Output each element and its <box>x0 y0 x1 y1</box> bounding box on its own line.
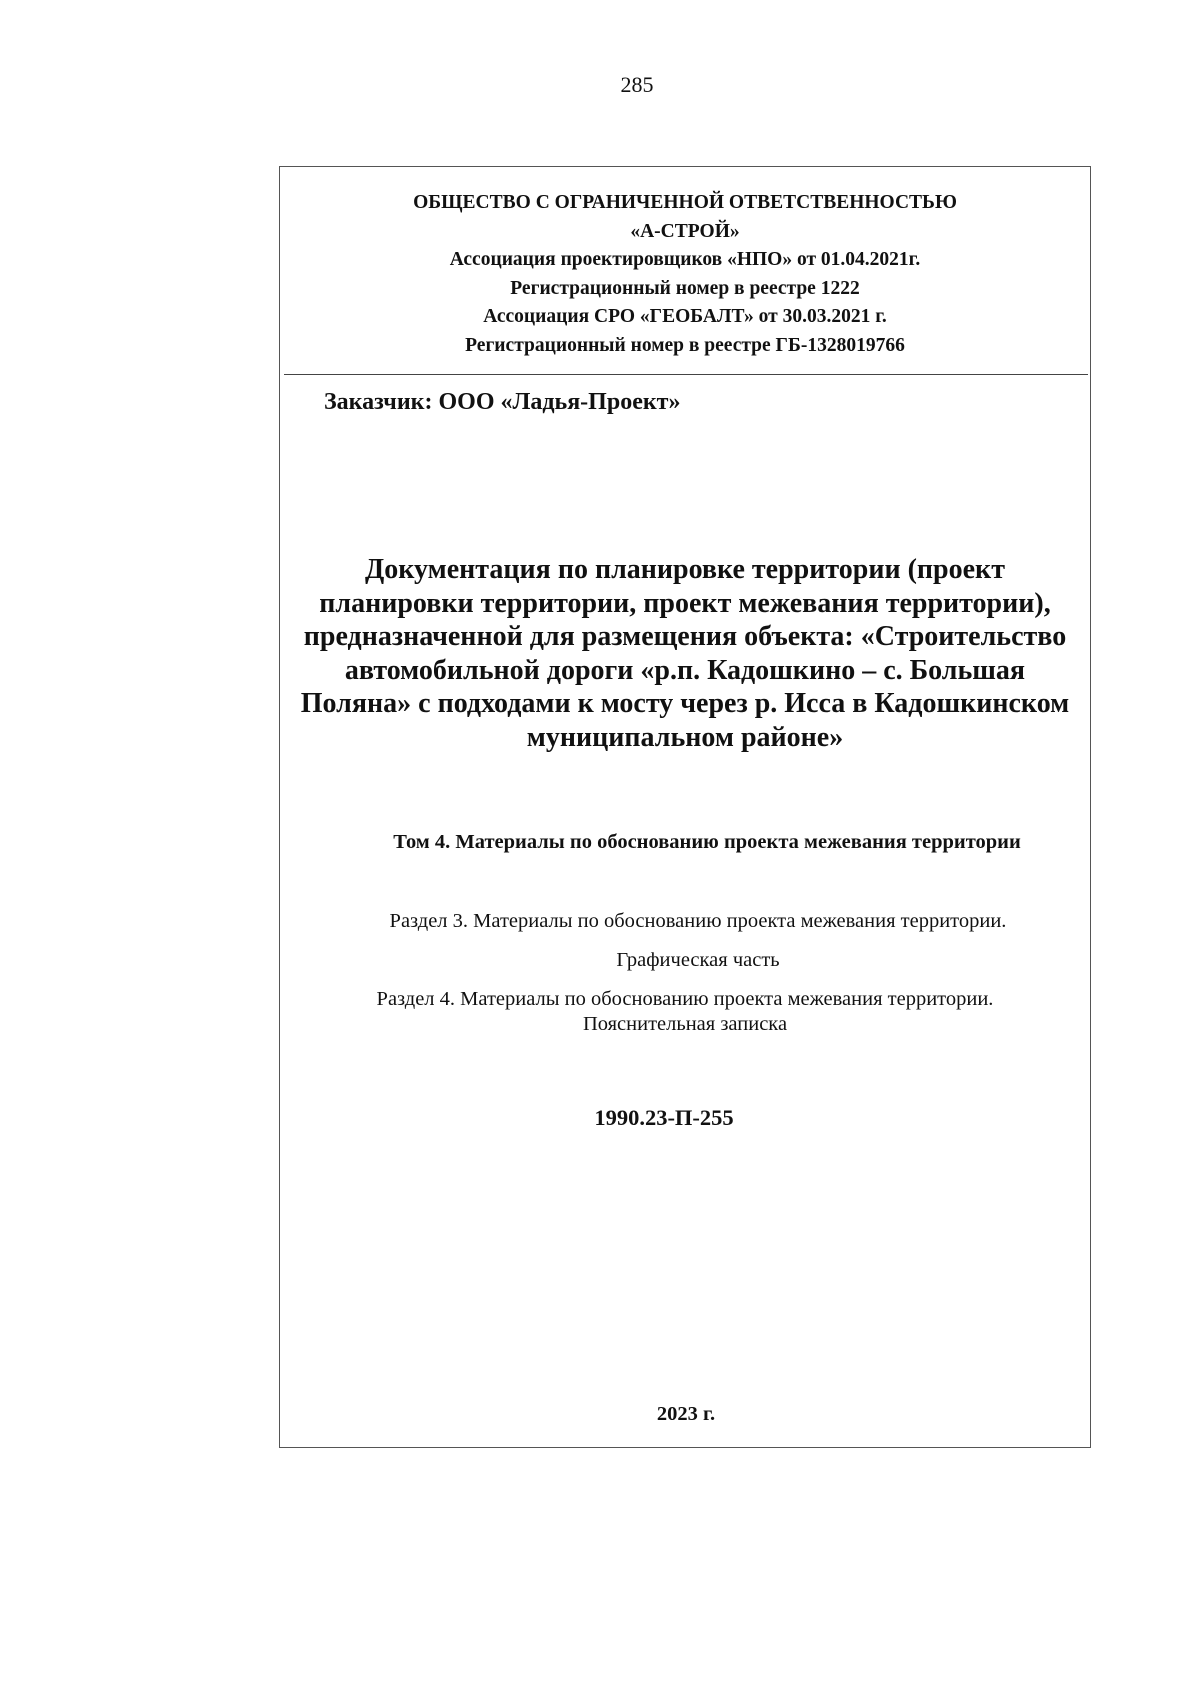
section-3-title: Раздел 3. Материалы по обоснованию проекта межевания территории. <box>389 910 1007 932</box>
title-page-frame <box>279 166 1091 1448</box>
document-title-line: Документация по планировке территории (проект <box>365 554 1005 585</box>
registration-number-npo: Регистрационный номер в реестре 1222 <box>510 277 860 299</box>
volume-title: Том 4. Материалы по обоснованию проекта межевания территории <box>393 831 1021 853</box>
section-4-line: Раздел 4. Материалы по обоснованию проекта межевания территории. <box>376 988 994 1010</box>
document-title-line: Поляна» с подходами к мосту через р. Исса в Кадошкинском <box>300 688 1070 719</box>
document-title <box>280 553 1090 754</box>
section-4-title <box>280 987 1090 1037</box>
association-sro: Ассоциация СРО «ГЕОБАЛТ» от 30.03.2021 г. <box>483 306 887 327</box>
document-year: 2023 г. <box>656 1403 716 1425</box>
document-code: 1990.23-П-255 <box>594 1105 734 1130</box>
document-title-line: планировки территории, проект межевания территории), <box>319 587 1051 619</box>
document-title-line: предназначенной для размещения объекта: «Строительство <box>303 621 1067 652</box>
header-divider <box>284 374 1088 375</box>
section-4-line: Пояснительная записка <box>582 1013 788 1035</box>
organization-brand: «А-СТРОЙ» <box>630 220 740 242</box>
registration-number-sro: Регистрационный номер в реестре ГБ-1328019766 <box>465 334 905 356</box>
document-title-line: муниципальном районе» <box>526 721 844 753</box>
organization-header <box>280 189 1090 360</box>
page-number: 285 <box>620 72 654 97</box>
customer-label: Заказчик: ООО «Ладья-Проект» <box>324 389 681 415</box>
organization-name: ОБЩЕСТВО С ОГРАНИЧЕННОЙ ОТВЕТСТВЕННОСТЬЮ <box>413 192 957 213</box>
section-3-subtitle: Графическая часть <box>616 949 780 971</box>
document-title-line: автомобильной дороги «р.п. Кадошкино – с. Большая <box>344 654 1026 686</box>
association-npo: Ассоциация проектировщиков «НПО» от 01.04.2021г. <box>449 249 921 270</box>
